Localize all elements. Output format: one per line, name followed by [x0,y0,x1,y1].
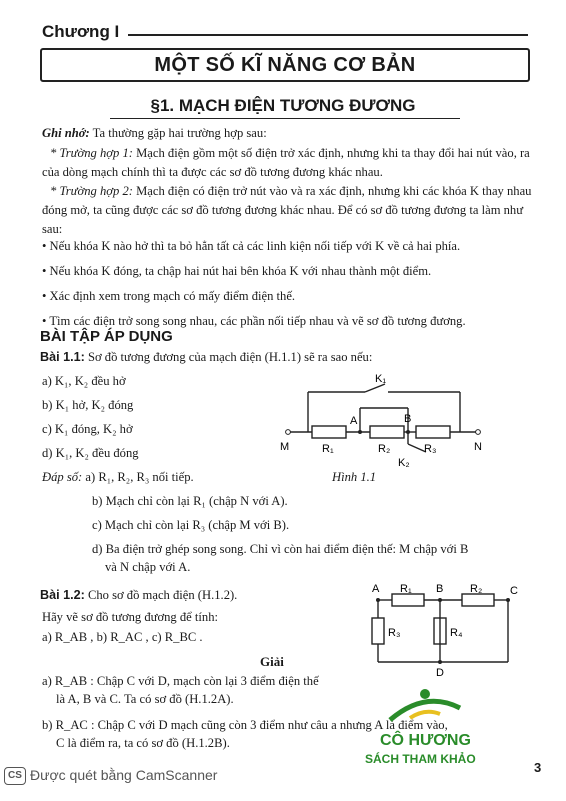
label-r3: R₃ [424,443,437,455]
ex2-text: Cho sơ đồ mạch điện (H.1.2). [84,588,238,602]
ex1-option-b: b) K₁ hở, K₂ đóng [42,398,134,412]
bullet-item: • Nếu khóa K đóng, ta chập hai nút hai bên khóa K với nhau thành một điểm. [42,264,432,278]
ex2-prompt: Hãy vẽ sơ đồ tương đương để tính: [42,610,218,624]
label-r3: R₃ [388,627,401,639]
label-c: C [510,585,518,597]
ex1-option-a: a) K₁, K₂ đều hở [42,374,126,388]
answer-label: Đáp số: [42,470,83,484]
note-label: Ghi nhớ: [42,126,90,140]
case1-paragraph [42,144,532,182]
case2-label: * Trường hợp 2: [50,184,133,198]
ex2-label: Bài 1.2: [40,588,85,602]
publisher-sub: SÁCH THAM KHẢO [365,752,476,766]
chapter-rule [128,34,528,36]
bullet-item: • Xác định xem trong mạch có mấy điểm điện thế. [42,289,296,303]
chapter-title: MỘT SỐ KĨ NĂNG CƠ BẢN [154,53,416,76]
scanner-watermark: Được quét bằng CamScanner [30,767,218,783]
ex1-text: Sơ đồ tương đương của mạch điện (H.1.1) sẽ ra sao nếu: [84,350,373,364]
ex1-answer-c: c) Mạch chỉ còn lại R₃ (chập M với B). [92,518,290,532]
ex2-solution-a2: là A, B và C. Ta có sơ đồ (H.1.2A). [56,692,234,706]
ex2-statement [40,588,237,603]
publisher-name: CÔ HƯƠNG [380,732,471,749]
ex1-statement [40,350,372,365]
case1-label: * Trường hợp 1: [50,146,133,160]
ex2-solution-a1: a) R_AB : Chập C với D, mạch còn lại 3 điểm điện thế [42,674,319,688]
ex1-answer-d1: d) Ba điện trở ghép song song. Chỉ vì còn hai điểm điện thế: M chập với B [92,542,469,556]
label-a: A [372,583,380,595]
label-b: B [436,583,444,595]
case1-text: Mạch điện gồm một số điện trở xác định, nhưng khi ta thay đổi hai nút vào, ra của dòng mạch chính thì ta được các sơ đồ tương đương khác nhau. [42,146,530,179]
ex2-solution-b2: C là điểm ra, ta có sơ đồ (H.1.2B). [56,736,230,750]
label-r2: R₂ [470,583,483,595]
ex1-answer-d2: và N chập với A. [105,560,191,574]
bullet-item: • Nếu khóa K nào hở thì ta bỏ hẳn tất cả các linh kiện nối tiếp với K về cả hai phía. [42,239,461,253]
label-b: B [404,413,412,425]
page-number: 3 [534,760,542,775]
chapter-title-box [40,48,530,82]
section-title: §1. MẠCH ĐIỆN TƯƠNG ĐƯƠNG [150,96,416,115]
answer-a-text: a) R₁, R₂, R₃ nối tiếp. [82,470,194,484]
chapter-label: Chương I [42,22,120,41]
publisher-logo-icon [380,680,470,730]
label-a: A [350,415,358,427]
section-rule [110,118,460,119]
label-r2: R₂ [378,443,391,455]
bullet-item: • Tìm các điện trở song song nhau, các phần nối tiếp nhau và vẽ sơ đồ tương đương. [42,314,466,328]
exercises-heading: BÀI TẬP ÁP DỤNG [40,328,173,345]
note-text: Ta thường gặp hai trường hợp sau: [89,126,267,140]
label-m: M [280,441,290,453]
label-d: D [436,667,444,679]
label-k2: K₂ [398,457,410,469]
label-r1: R₁ [400,583,412,595]
ex1-answer-b: b) Mạch chỉ còn lại R₁ (chập N với A). [92,494,288,508]
bullet-list [42,237,532,337]
ex1-option-c: c) K₁ đóng, K₂ hở [42,422,133,436]
ex1-answer-a [42,470,194,485]
note-paragraph [42,124,532,143]
label-n: N [474,441,482,453]
case2-paragraph [42,182,532,239]
case2-text: Mạch điện có điện trở nút vào và ra xác định, nhưng khi các khóa K thay nhau đóng mở, ta cũng được các sơ đồ tương đương khác nhau. Để có sơ đồ tương đương ta làm như sau: [42,184,532,236]
figure-1-1 [270,372,500,482]
camscanner-icon: CS [4,767,26,785]
figure-1-1-caption: Hình 1.1 [332,470,377,484]
ex2-solution-heading: Giải [260,654,284,669]
label-r4: R₄ [450,627,463,639]
figure-1-2 [370,580,530,680]
label-k1: K₁ [375,373,387,385]
ex1-option-d: d) K₁, K₂ đều đóng [42,446,139,460]
label-r1: R₁ [322,443,334,455]
ex1-label: Bài 1.1: [40,350,85,364]
ex2-items: a) R_AB , b) R_AC , c) R_BC . [42,630,203,644]
ex2-solution-b1: b) R_AC : Chập C với D mạch cũng còn 3 điểm như câu a nhưng A là điểm vào, [42,718,448,732]
